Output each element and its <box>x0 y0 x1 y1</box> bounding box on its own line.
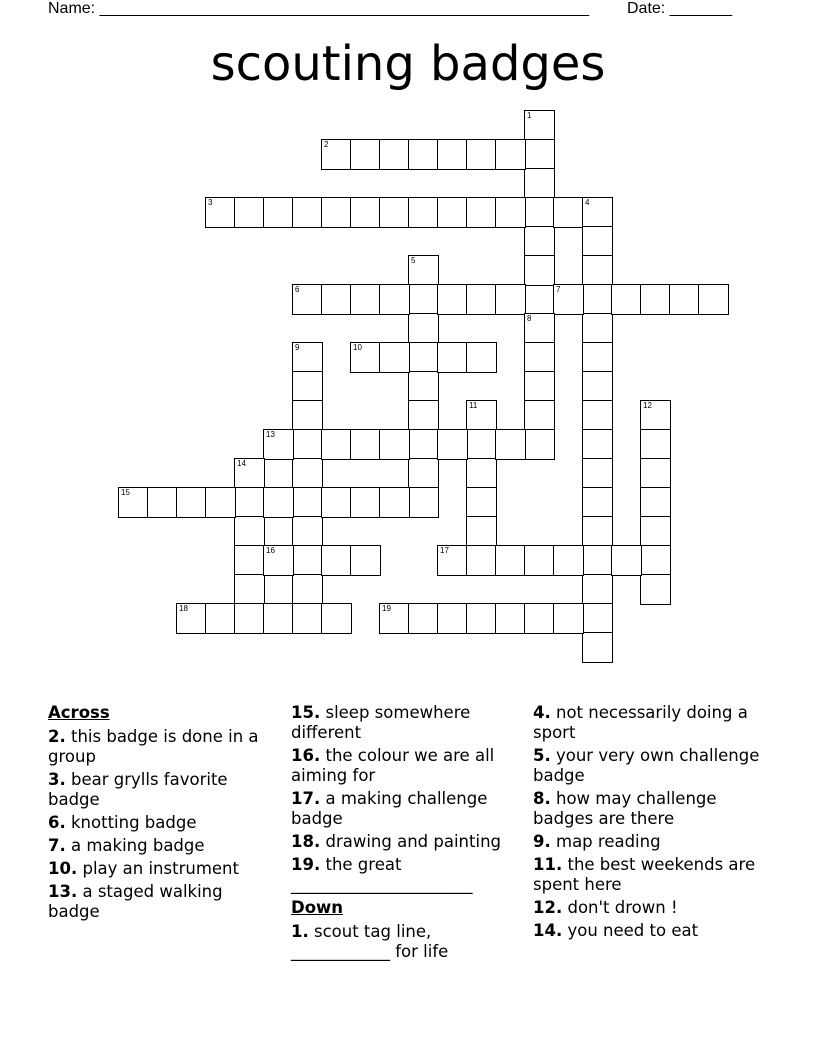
crossword-cell[interactable] <box>582 487 613 518</box>
clue-number: 18. <box>291 832 321 851</box>
clue-number: 8 <box>527 314 532 323</box>
crossword-cell[interactable] <box>524 110 555 141</box>
clue-number: 6. <box>48 813 66 832</box>
clue-number: 5. <box>533 746 551 765</box>
clue-number: 9. <box>533 832 551 851</box>
crossword-cell[interactable] <box>582 342 613 373</box>
crossword-cell[interactable] <box>292 371 323 402</box>
clue-number: 13. <box>48 882 78 901</box>
clue-item <box>533 855 763 895</box>
crossword-cell[interactable] <box>437 197 468 228</box>
clue-item <box>48 882 273 922</box>
crossword-cell[interactable] <box>466 429 497 460</box>
crossword-cell[interactable] <box>495 545 526 576</box>
crossword-cell[interactable] <box>408 400 439 431</box>
crossword-cell[interactable] <box>640 400 671 431</box>
crossword-cell[interactable] <box>611 545 642 576</box>
clue-column-2 <box>291 703 519 965</box>
clue-text: the best weekends are spent here <box>533 855 756 894</box>
date-field-label: Date: _______ <box>627 0 732 17</box>
clue-number: 3. <box>48 770 66 789</box>
crossword-cell[interactable] <box>466 284 497 315</box>
clue-text: the colour we are all aiming for <box>291 746 495 785</box>
clue-text: scout tag line, ____________ for life <box>291 922 449 961</box>
clue-text: the great ______________________ <box>291 855 473 894</box>
clue-item <box>48 727 273 767</box>
clue-item <box>291 789 519 829</box>
clue-item <box>48 836 273 856</box>
crossword-cell[interactable] <box>321 487 352 518</box>
crossword-cell[interactable] <box>234 487 265 518</box>
crossword-cell[interactable] <box>437 342 468 373</box>
crossword-cell[interactable] <box>582 226 613 257</box>
crossword-cell[interactable] <box>234 545 265 576</box>
crossword-cell[interactable] <box>640 545 671 576</box>
crossword-cell[interactable] <box>466 400 497 431</box>
crossword-cell[interactable] <box>466 139 497 170</box>
clue-number: 12. <box>533 898 563 917</box>
crossword-cell[interactable] <box>263 429 294 460</box>
crossword-cell[interactable] <box>292 487 323 518</box>
crossword-cell[interactable] <box>582 545 613 576</box>
crossword-cell[interactable] <box>495 139 526 170</box>
clue-text: this badge is done in a group <box>48 727 259 766</box>
crossword-cell[interactable] <box>263 487 294 518</box>
crossword-cell[interactable] <box>524 139 555 170</box>
clue-text: map reading <box>550 832 661 851</box>
clue-text: knotting badge <box>65 813 197 832</box>
crossword-cell[interactable] <box>582 371 613 402</box>
crossword-cell[interactable] <box>437 139 468 170</box>
crossword-cell[interactable] <box>640 516 671 547</box>
clue-item <box>533 898 763 918</box>
clue-text: bear grylls favorite badge <box>48 770 228 809</box>
crossword-cell[interactable] <box>292 400 323 431</box>
crossword-cell[interactable] <box>408 458 439 489</box>
crossword-cell[interactable] <box>553 284 584 315</box>
crossword-cell[interactable] <box>379 284 410 315</box>
clue-text: not necessarily doing a sport <box>533 703 748 742</box>
clue-number: 18 <box>179 604 188 613</box>
crossword-cell[interactable] <box>524 603 555 634</box>
crossword-cell[interactable] <box>176 603 207 634</box>
crossword-cell[interactable] <box>234 516 265 547</box>
crossword-cell[interactable] <box>524 197 555 228</box>
clue-number: 7 <box>556 285 561 294</box>
crossword-cell[interactable] <box>582 429 613 460</box>
crossword-cell[interactable] <box>582 197 613 228</box>
crossword-cell[interactable] <box>379 139 410 170</box>
clue-number: 2 <box>324 140 329 149</box>
clue-number: 11 <box>469 401 478 410</box>
crossword-cell[interactable] <box>234 197 265 228</box>
crossword-cell[interactable] <box>408 139 439 170</box>
crossword-cell[interactable] <box>582 458 613 489</box>
crossword-cell[interactable] <box>408 284 439 315</box>
crossword-cell[interactable] <box>466 458 497 489</box>
clue-text: sleep somewhere different <box>291 703 471 742</box>
crossword-cell[interactable] <box>669 284 700 315</box>
crossword-cell[interactable] <box>582 574 613 605</box>
clue-item <box>533 789 763 829</box>
crossword-cell[interactable] <box>292 516 323 547</box>
clue-number: 8. <box>533 789 551 808</box>
crossword-cell[interactable] <box>524 342 555 373</box>
clue-number: 15. <box>291 703 321 722</box>
clue-number: 1. <box>291 922 309 941</box>
crossword-cell[interactable] <box>118 487 149 518</box>
clue-number: 6 <box>295 285 300 294</box>
name-field-label: Name: _______________________________________________________ <box>48 0 589 17</box>
crossword-cell[interactable] <box>640 429 671 460</box>
crossword-cell[interactable] <box>292 342 323 373</box>
clue-number: 15 <box>121 488 130 497</box>
crossword-cell[interactable] <box>466 197 497 228</box>
crossword-cell[interactable] <box>379 603 410 634</box>
clue-item <box>48 770 273 810</box>
crossword-cell[interactable] <box>466 342 497 373</box>
crossword-cell[interactable] <box>205 197 236 228</box>
clue-number: 11. <box>533 855 563 874</box>
clue-item <box>48 813 273 833</box>
crossword-cell[interactable] <box>379 487 410 518</box>
crossword-cell[interactable] <box>263 603 294 634</box>
crossword-cell[interactable] <box>437 284 468 315</box>
clue-text: don't drown ! <box>562 898 678 917</box>
crossword-cell[interactable] <box>495 284 526 315</box>
crossword-cell[interactable] <box>466 545 497 576</box>
crossword-cell[interactable] <box>292 429 323 460</box>
crossword-cell[interactable] <box>321 603 352 634</box>
crossword-cell[interactable] <box>495 197 526 228</box>
crossword-cell[interactable] <box>321 284 352 315</box>
crossword-cell[interactable] <box>234 603 265 634</box>
across-heading: Across <box>48 703 110 722</box>
crossword-cell[interactable] <box>640 487 671 518</box>
crossword-cell[interactable] <box>698 284 729 315</box>
crossword-cell[interactable] <box>321 429 352 460</box>
clue-text: play an instrument <box>77 859 239 878</box>
crossword-cell[interactable] <box>379 342 410 373</box>
clue-item <box>533 921 763 941</box>
clue-number: 7. <box>48 836 66 855</box>
clue-number: 4. <box>533 703 551 722</box>
crossword-cell[interactable] <box>234 574 265 605</box>
crossword-cell[interactable] <box>524 168 555 199</box>
crossword-cell[interactable] <box>437 603 468 634</box>
crossword-cell[interactable] <box>350 197 381 228</box>
crossword-cell[interactable] <box>176 487 207 518</box>
clue-column-1 <box>48 703 273 925</box>
crossword-cell[interactable] <box>205 487 236 518</box>
crossword-cell[interactable] <box>321 139 352 170</box>
crossword-cell[interactable] <box>553 545 584 576</box>
crossword-cell[interactable] <box>205 603 236 634</box>
crossword-cell[interactable] <box>292 284 323 315</box>
clue-text: how may challenge badges are there <box>533 789 717 828</box>
crossword-cell[interactable] <box>466 487 497 518</box>
down-heading: Down <box>291 898 344 917</box>
clue-text: you need to eat <box>562 921 699 940</box>
crossword-cell[interactable] <box>350 487 381 518</box>
crossword-cell[interactable] <box>582 400 613 431</box>
crossword-cell[interactable] <box>350 545 381 576</box>
crossword-cell[interactable] <box>292 574 323 605</box>
crossword-cell[interactable] <box>408 371 439 402</box>
clue-number: 4 <box>585 198 590 207</box>
crossword-cell[interactable] <box>640 284 671 315</box>
clue-item <box>291 922 519 962</box>
crossword-cell[interactable] <box>321 197 352 228</box>
clue-number: 19 <box>382 604 391 613</box>
clue-number: 3 <box>208 198 213 207</box>
clue-item <box>291 703 519 743</box>
crossword-cell[interactable] <box>524 545 555 576</box>
crossword-cell[interactable] <box>611 284 642 315</box>
crossword-cell[interactable] <box>350 139 381 170</box>
crossword-cell[interactable] <box>466 516 497 547</box>
crossword-cell[interactable] <box>495 429 526 460</box>
crossword-cell[interactable] <box>524 429 555 460</box>
crossword-cell[interactable] <box>524 313 555 344</box>
clue-column-3 <box>533 703 763 944</box>
crossword-cell[interactable] <box>234 458 265 489</box>
crossword-cell[interactable] <box>640 574 671 605</box>
crossword-cell[interactable] <box>147 487 178 518</box>
crossword-cell[interactable] <box>640 458 671 489</box>
crossword-cell[interactable] <box>350 429 381 460</box>
clue-text: a making challenge badge <box>291 789 488 828</box>
clue-number: 14. <box>533 921 563 940</box>
crossword-cell[interactable] <box>582 516 613 547</box>
crossword-cell[interactable] <box>553 603 584 634</box>
clue-number: 5 <box>411 256 416 265</box>
clue-item <box>533 832 763 852</box>
crossword-cell[interactable] <box>524 255 555 286</box>
clue-text: a staged walking badge <box>48 882 223 921</box>
crossword-cell[interactable] <box>437 429 468 460</box>
crossword-cell[interactable] <box>292 603 323 634</box>
crossword-cell[interactable] <box>524 371 555 402</box>
crossword-cell[interactable] <box>524 226 555 257</box>
clue-number: 2. <box>48 727 66 746</box>
crossword-cell[interactable] <box>263 197 294 228</box>
crossword-cell[interactable] <box>408 429 439 460</box>
crossword-cell[interactable] <box>582 603 613 634</box>
crossword-cell[interactable] <box>321 545 352 576</box>
crossword-cell[interactable] <box>582 313 613 344</box>
clue-number: 19. <box>291 855 321 874</box>
clue-item <box>48 859 273 879</box>
crossword-cell[interactable] <box>408 197 439 228</box>
crossword-cell[interactable] <box>408 342 439 373</box>
crossword-cell[interactable] <box>582 632 613 663</box>
crossword-cell[interactable] <box>408 487 439 518</box>
crossword-cell[interactable] <box>379 197 410 228</box>
clue-number: 17. <box>291 789 321 808</box>
crossword-cell[interactable] <box>582 284 613 315</box>
clue-number: 14 <box>237 459 246 468</box>
clue-item <box>291 832 519 852</box>
clue-number: 16 <box>266 546 275 555</box>
clue-number: 13 <box>266 430 275 439</box>
clue-number: 17 <box>440 546 449 555</box>
clue-item <box>533 703 763 743</box>
clue-item <box>291 855 519 895</box>
crossword-cell[interactable] <box>350 342 381 373</box>
clue-number: 16. <box>291 746 321 765</box>
crossword-cell[interactable] <box>408 313 439 344</box>
clue-number: 10 <box>353 343 362 352</box>
crossword-cell[interactable] <box>379 429 410 460</box>
crossword-cell[interactable] <box>408 255 439 286</box>
clue-item <box>291 746 519 786</box>
crossword-cell[interactable] <box>263 545 294 576</box>
crossword-cell[interactable] <box>553 197 584 228</box>
clue-number: 10. <box>48 859 78 878</box>
clue-number: 9 <box>295 343 300 352</box>
crossword-cell[interactable] <box>466 603 497 634</box>
clue-number: 12 <box>643 401 652 410</box>
crossword-cell[interactable] <box>524 400 555 431</box>
clue-text: drawing and painting <box>320 832 502 851</box>
crossword-cell[interactable] <box>292 458 323 489</box>
clue-item <box>533 746 763 786</box>
clue-text: a making badge <box>65 836 205 855</box>
clue-number: 1 <box>527 111 532 120</box>
crossword-cell[interactable] <box>437 545 468 576</box>
crossword-cell[interactable] <box>582 255 613 286</box>
crossword-cell[interactable] <box>292 197 323 228</box>
crossword-cell[interactable] <box>408 603 439 634</box>
crossword-cell[interactable] <box>350 284 381 315</box>
page-title: scouting badges <box>210 36 606 92</box>
crossword-cell[interactable] <box>495 603 526 634</box>
clue-text: your very own challenge badge <box>533 746 760 785</box>
crossword-cell[interactable] <box>292 545 323 576</box>
